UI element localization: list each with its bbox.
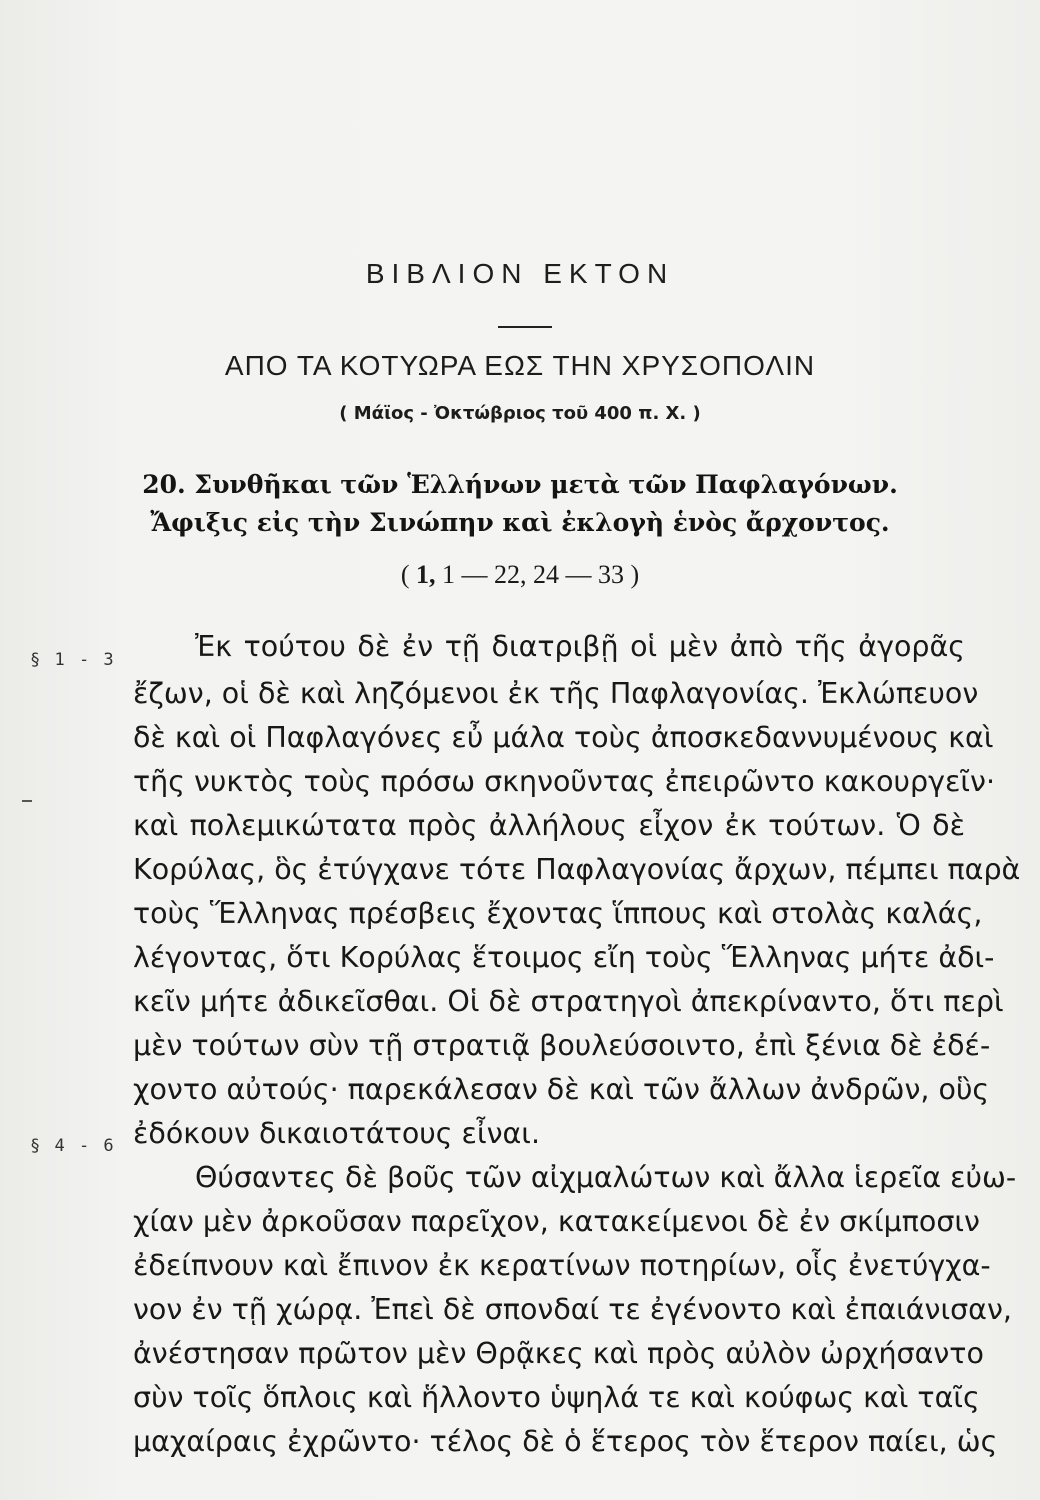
text-line: μαχαίραις ἐχρῶντο· τέλος δὲ ὁ ἕτερος τὸν ἕτερον παίει, ὡς (133, 1425, 998, 1458)
text-line: ἐδόκουν δικαιοτάτους εἶναι. (133, 1117, 541, 1150)
margin-mark-2: § 4 - 6 (30, 1136, 116, 1156)
text-line: τοὺς Ἕλληνας πρέσβεις ἔχοντας ἵππους καὶ στολὰς καλάς, (133, 897, 983, 930)
text-line: Ἐκ τούτου δὲ ἐν τῇ διατριβῇ οἱ μὲν ἀπὸ τῆς ἀγορᾶς (195, 630, 965, 663)
text-line: Κορύλας, ὃς ἐτύγχανε τότε Παφλαγονίας ἄρχων, πέμπει παρὰ (133, 853, 1021, 886)
range-open: ( (400, 560, 416, 589)
range-book: 1, (416, 560, 436, 589)
text-line: χοντο αὐτούς· παρεκάλεσαν δὲ καὶ τῶν ἄλλων ἀνδρῶν, οὓς (133, 1073, 990, 1106)
text-line: ἐδείπνουν καὶ ἔπινον ἐκ κερατίνων ποτηρίων, οἷς ἐνετύγχα- (133, 1249, 991, 1282)
text-line: λέγοντας, ὅτι Κορύλας ἕτοιμος εἴη τοὺς Ἕλληνας μήτε ἀδι- (133, 941, 995, 974)
text-line: τῆς νυκτὸς τοὺς πρόσω σκηνοῦντας ἐπειρῶντο κακουργεῖν· (133, 765, 995, 798)
route-title: ΑΠΟ ΤΑ ΚΟΤΥΩΡΑ ΕΩΣ ΤΗΝ ΧΡΥΣΟΠΟΛΙΝ (224, 350, 816, 381)
section-title-line-2: Ἄφιξις εἰς τὴν Σινώπην καὶ ἐκλογὴ ἑνὸς ἄρχοντος. (150, 508, 890, 537)
date-range: ( Μάϊος - Ὀκτώβριος τοῦ 400 π. Χ. ) (339, 403, 701, 424)
book-title: ΒΙΒΛΙΟΝ ΕΚΤΟΝ (365, 258, 675, 289)
passage-range (0, 560, 1040, 590)
margin-mark-1: § 1 - 3 (30, 650, 116, 670)
text-line: ἔζων, οἱ δὲ καὶ ληζόμενοι ἐκ τῆς Παφλαγονίας. Ἐκλώπευον (133, 677, 979, 710)
text-line: ἀνέστησαν πρῶτον μὲν Θρᾷκες καὶ πρὸς αὐλὸν ὠρχήσαντο (133, 1337, 984, 1370)
text-line: κεῖν μήτε ἀδικεῖσθαι. Οἱ δὲ στρατηγοὶ ἀπεκρίναντο, ὅτι περὶ (133, 985, 1004, 1018)
title-rule (498, 326, 552, 328)
text-line: σὺν τοῖς ὅπλοις καὶ ἥλλοντο ὑψηλά τε καὶ κούφως καὶ ταῖς (133, 1381, 980, 1414)
section-title-line-1: 20. Συνθῆκαι τῶν Ἑλλήνων μετὰ τῶν Παφλαγόνων. (142, 470, 898, 499)
range-rest: 1 — 22, 24 — 33 ) (435, 560, 640, 589)
text-line: μὲν τούτων σὺν τῇ στρατιᾷ βουλεύσοιντο, ἐπὶ ξένια δὲ ἐδέ- (133, 1029, 991, 1062)
text-line: νον ἐν τῇ χώρᾳ. Ἐπεὶ δὲ σπονδαί τε ἐγένοντο καὶ ἐπαιάνισαν, (133, 1293, 1012, 1326)
text-line: Θύσαντες δὲ βοῦς τῶν αἰχμαλώτων καὶ ἄλλα ἱερεῖα εὐω- (195, 1161, 1017, 1194)
text-line: καὶ πολεμικώτατα πρὸς ἀλλήλους εἶχον ἐκ τούτων. Ὁ δὲ (133, 809, 965, 842)
text-line: χίαν μὲν ἀρκοῦσαν παρεῖχον, κατακείμενοι δὲ ἐν σκίμποσιν (133, 1205, 980, 1238)
text-line: δὲ καὶ οἱ Παφλαγόνες εὖ μάλα τοὺς ἀποσκεδαννυμένους καὶ (133, 721, 994, 754)
margin-dash (22, 800, 32, 802)
